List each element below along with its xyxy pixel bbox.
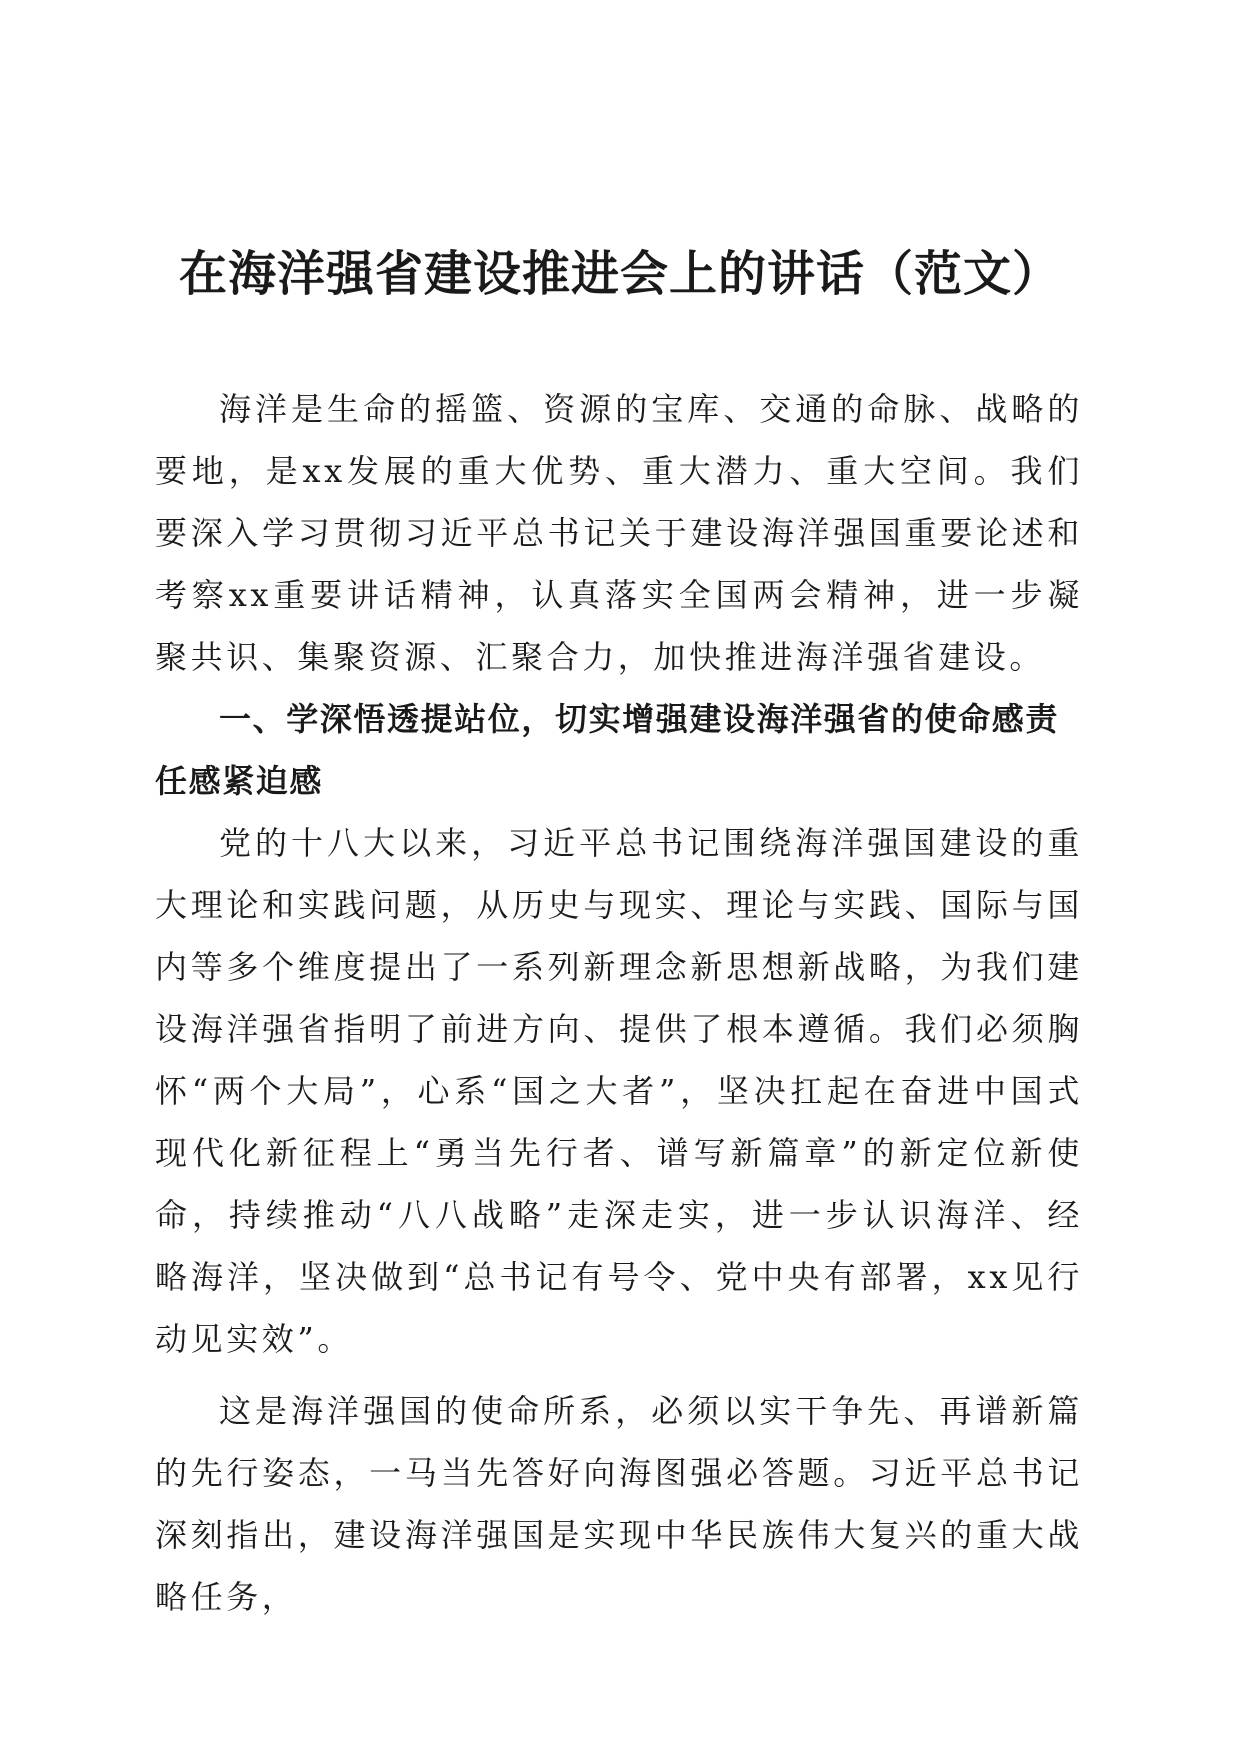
paragraph-section-1: 党的十八大以来，习近平总书记围绕海洋强国建设的重大理论和实践问题，从历史与现实、理论与实践、国际与国内等多个维度提出了一系列新理念新思想新战略，为我们建设海洋强省指明了前进方向、提供了根本遵循。我们必须胸怀“两个大局”，心系“国之大者”，坚决扛起在奋进中国式现代化新征程上“勇当先行者、谱写新篇章”的新定位新使命，持续推动“八八战略”走深走实，进一步认识海洋、经略海洋，坚决做到“总书记有号令、党中央有部署，xx见行动见实效”。 bbox=[155, 824, 1083, 1358]
paragraph-intro: 海洋是生命的摇篮、资源的宝库、交通的命脉、战略的要地，是xx发展的重大优势、重大潜力、重大空间。我们要深入学习贯彻习近平总书记关于建设海洋强国重要论述和考察xx重要讲话精神，认真落实全国两会精神，进一步凝聚共识、集聚资源、汇聚合力，加快推进海洋强省建设。 bbox=[155, 390, 1083, 676]
paragraph-section-1-continued: 这是海洋强国的使命所系，必须以实干争先、再谱新篇的先行姿态，一马当先答好向海图强必答题。习近平总书记深刻指出，建设海洋强国是实现中华民族伟大复兴的重大战略任务， bbox=[155, 1392, 1083, 1616]
section-heading: 一、学深悟透提站位，切实增强建设海洋强省的使命感责任感紧迫感 bbox=[155, 700, 1060, 800]
document-body bbox=[155, 378, 1083, 1628]
document-title: 在海洋强省建设推进会上的讲话（范文） bbox=[178, 246, 1061, 302]
